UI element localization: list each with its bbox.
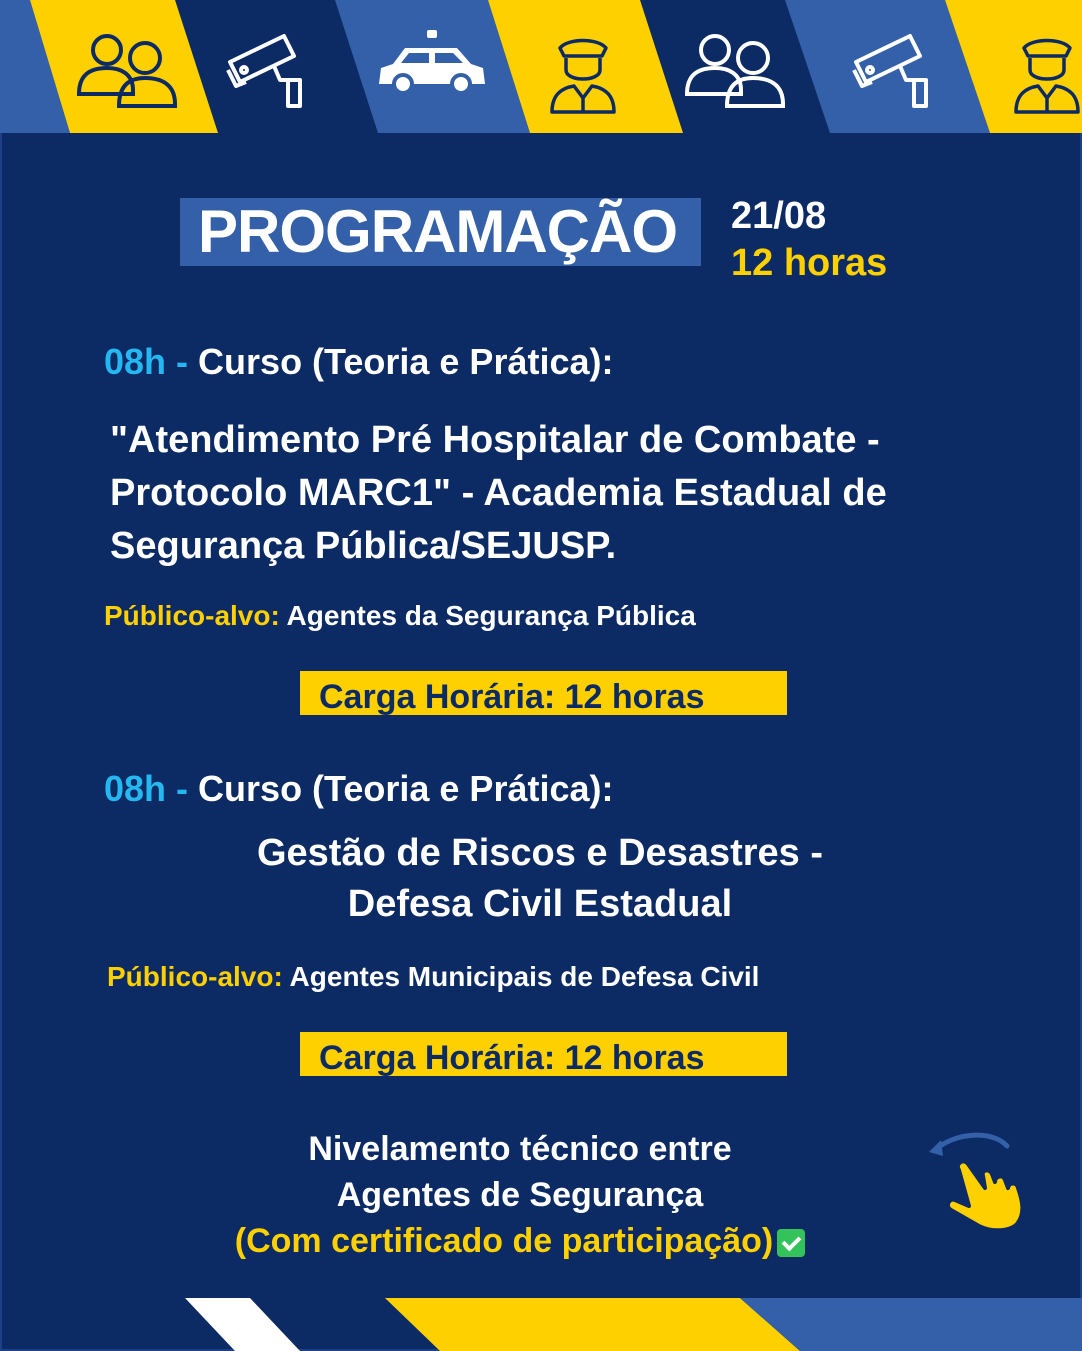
session-2-audience-value: Agentes Municipais de Defesa Civil — [289, 961, 760, 992]
session-2-audience — [107, 960, 759, 994]
session-1-course: Curso (Teoria e Prática): — [198, 341, 614, 382]
footer-line-3-wrap — [170, 1218, 870, 1264]
bottom-stripes — [0, 1298, 1082, 1351]
session-1-audience-label: Público-alvo: — [104, 600, 280, 631]
footer-line-1: Nivelamento técnico entre — [308, 1130, 732, 1168]
cctv-camera-icon — [848, 32, 936, 112]
people-icon — [683, 30, 788, 110]
cctv-camera-icon — [222, 32, 310, 112]
session-1-heading — [104, 340, 614, 384]
police-officer-icon — [1012, 32, 1082, 114]
swipe-hand-icon[interactable] — [925, 1128, 1035, 1238]
check-icon — [777, 1229, 805, 1257]
session-2-workload-badge — [300, 1032, 787, 1076]
page-title: PROGRAMAÇÃO — [198, 198, 677, 265]
session-1-audience-value: Agentes da Segurança Pública — [286, 600, 696, 631]
session-2-audience-label: Público-alvo: — [107, 961, 283, 992]
police-officer-icon — [548, 32, 618, 114]
people-icon — [75, 30, 180, 110]
footer-line-3: (Com certificado de participação) — [234, 1222, 774, 1260]
police-car-icon — [375, 26, 490, 98]
session-2-description-line1: Gestão de Riscos e Desastres - — [256, 832, 824, 874]
session-2-description-line2: Defesa Civil Estadual — [347, 883, 733, 925]
footer-line-2: Agentes de Segurança — [336, 1176, 704, 1214]
session-1-workload: Carga Horária: 12 horas — [319, 678, 705, 715]
session-1-description: "Atendimento Pré Hospitalar de Combate - Protocolo MARC1" - Academia Estadual de Segurança Pública/SEJUSP. — [110, 419, 887, 567]
session-2-course: Curso (Teoria e Prática): — [198, 768, 614, 809]
top-banner — [0, 0, 1082, 133]
session-2-workload: Carga Horária: 12 horas — [319, 1039, 705, 1076]
session-2-time: 08h - — [104, 768, 189, 809]
session-1-audience — [104, 599, 696, 633]
session-2-heading — [104, 767, 614, 811]
event-duration: 12 horas — [731, 242, 888, 284]
event-date: 21/08 — [731, 195, 827, 237]
session-1-workload-badge — [300, 671, 787, 715]
session-1-time: 08h - — [104, 341, 189, 382]
session-2-description — [120, 828, 960, 930]
footer-note — [170, 1126, 870, 1264]
